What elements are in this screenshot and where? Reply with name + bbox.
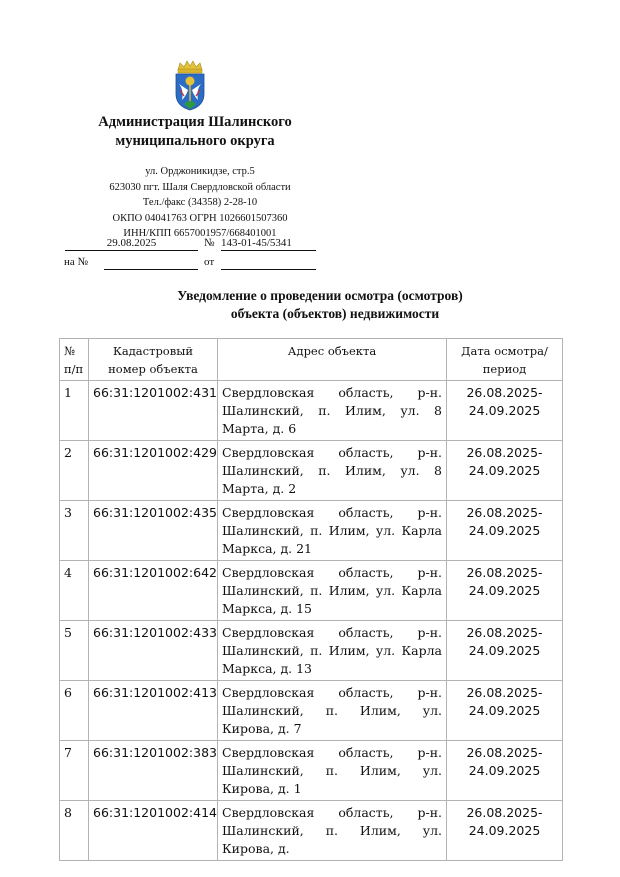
address-part: область, <box>338 685 394 700</box>
address-part: область, <box>338 745 394 760</box>
address-part: р-н. <box>417 745 442 760</box>
row-num: 4 <box>60 561 89 621</box>
cadastral-number: 66:31:1201002:435 <box>89 501 218 561</box>
number-label: № <box>204 237 215 249</box>
table-row <box>60 501 563 561</box>
okpo-ogrn-line: ОКПО 04041763 ОГРН 1026601507360 <box>112 212 288 224</box>
address-part: Свердловская <box>222 625 315 640</box>
address-part: Свердловская <box>222 385 315 400</box>
address-part: Свердловская <box>222 745 315 760</box>
cadastral-number: 66:31:1201002:433 <box>89 621 218 681</box>
row-num: 5 <box>60 621 89 681</box>
address-rest: Шалинский, п. Илим, ул. Карла Маркса, д. 21 <box>222 523 442 556</box>
address-part: Свердловская <box>222 505 315 520</box>
title-line2: объекта (объектов) недвижимости <box>230 306 440 321</box>
row-num: 2 <box>60 441 89 501</box>
address-part: область, <box>338 625 394 640</box>
address-part: область, <box>338 385 394 400</box>
address-part: область, <box>338 805 394 820</box>
inspection-period: 26.08.2025- 24.09.2025 <box>447 621 563 681</box>
address-rest: Шалинский, п. Илим, ул. 8 Марта, д. 2 <box>222 463 442 496</box>
header-num: № п/п <box>60 339 89 381</box>
cadastral-number: 66:31:1201002:431 <box>89 381 218 441</box>
phone-line: Тел./факс (34358) 2-28-10 <box>142 197 258 208</box>
address-part: р-н. <box>417 625 442 640</box>
address-line: 623030 пгт. Шаля Свердловской области <box>109 181 291 193</box>
address-part: Свердловская <box>222 565 315 580</box>
cadastral-number: 66:31:1201002:414 <box>89 801 218 861</box>
address-part: р-н. <box>417 505 442 520</box>
address-rest: Шалинский, п. Илим, ул. 8 Марта, д. 6 <box>222 403 442 436</box>
inn-kpp-line: ИНН/КПП 6657001957/668401001 <box>123 228 277 239</box>
from-label: от <box>204 256 215 268</box>
organization-name-line1: Администрация Шалинского <box>98 114 292 130</box>
header-cadastral: Кадастровый номер объекта <box>89 339 218 381</box>
address-part: р-н. <box>417 805 442 820</box>
address-part: р-н. <box>417 565 442 580</box>
object-address <box>218 561 447 621</box>
row-num: 6 <box>60 681 89 741</box>
address-rest: Шалинский, п. Илим, ул. Кирова, д. <box>222 823 442 856</box>
inspection-period: 26.08.2025- 24.09.2025 <box>447 381 563 441</box>
table-header-row <box>60 339 563 381</box>
inspection-period: 26.08.2025- 24.09.2025 <box>447 681 563 741</box>
address-part: р-н. <box>417 385 442 400</box>
outgoing-number-field: 143-01-45/5341 <box>221 236 316 251</box>
row-num: 1 <box>60 381 89 441</box>
table-row <box>60 561 563 621</box>
object-address <box>218 621 447 681</box>
object-address <box>218 501 447 561</box>
table-row <box>60 681 563 741</box>
inspection-period: 26.08.2025- 24.09.2025 <box>447 501 563 561</box>
organization-name <box>60 113 330 151</box>
address-part: Свердловская <box>222 805 315 820</box>
table-row <box>60 621 563 681</box>
cadastral-number: 66:31:1201002:642 <box>89 561 218 621</box>
address-rest: Шалинский, п. Илим, ул. Карла Маркса, д. 15 <box>222 583 442 616</box>
object-address <box>218 801 447 861</box>
reference-number-label: на № <box>64 256 89 268</box>
inspection-period: 26.08.2025- 24.09.2025 <box>447 441 563 501</box>
address-rest: Шалинский, п. Илим, ул. Кирова, д. 7 <box>222 703 442 736</box>
cadastral-number: 66:31:1201002:413 <box>89 681 218 741</box>
inspection-period: 26.08.2025- 24.09.2025 <box>447 741 563 801</box>
address-part: р-н. <box>417 445 442 460</box>
address-rest: Шалинский, п. Илим, ул. Карла Маркса, д. 13 <box>222 643 442 676</box>
inspection-period: 26.08.2025- 24.09.2025 <box>447 801 563 861</box>
objects-table <box>59 338 563 861</box>
inspection-period: 26.08.2025- 24.09.2025 <box>447 561 563 621</box>
address-part: область, <box>338 445 394 460</box>
table-row <box>60 801 563 861</box>
address-part: область, <box>338 565 394 580</box>
table-row <box>60 441 563 501</box>
header-address: Адрес объекта <box>218 339 447 381</box>
document-title <box>150 287 490 323</box>
object-address <box>218 741 447 801</box>
coat-of-arms-icon <box>170 60 210 112</box>
row-num: 7 <box>60 741 89 801</box>
object-address <box>218 441 447 501</box>
address-part: область, <box>338 505 394 520</box>
outgoing-date-field: 29.08.2025 <box>65 236 198 251</box>
organization-name-line2: муниципального округа <box>115 133 275 149</box>
address-line: ул. Орджоникидзе, стр.5 <box>145 166 255 177</box>
organization-contacts <box>60 164 340 242</box>
from-date-field <box>221 255 316 270</box>
object-address <box>218 381 447 441</box>
cadastral-number: 66:31:1201002:429 <box>89 441 218 501</box>
table-row <box>60 381 563 441</box>
table-row <box>60 741 563 801</box>
address-part: Свердловская <box>222 685 315 700</box>
cadastral-number: 66:31:1201002:383 <box>89 741 218 801</box>
object-address <box>218 681 447 741</box>
row-num: 8 <box>60 801 89 861</box>
header-date: Дата осмотра/ период <box>447 339 563 381</box>
reference-number-field <box>104 255 198 270</box>
title-line1: Уведомление о проведении осмотра (осмотров) <box>177 288 463 303</box>
address-part: Свердловская <box>222 445 315 460</box>
address-rest: Шалинский, п. Илим, ул. Кирова, д. 1 <box>222 763 442 796</box>
row-num: 3 <box>60 501 89 561</box>
address-part: р-н. <box>417 685 442 700</box>
